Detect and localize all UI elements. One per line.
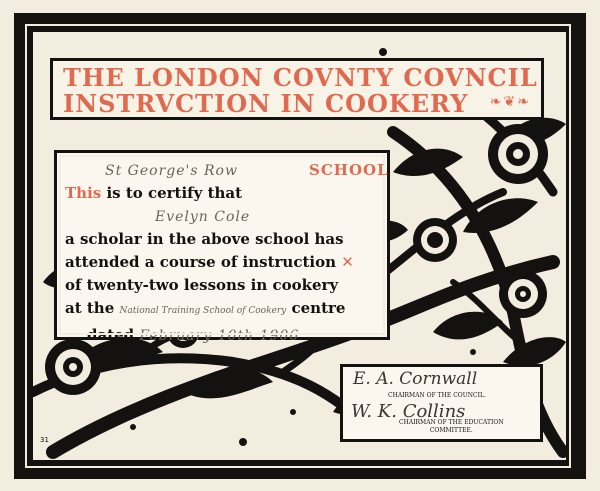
dated-line: [65, 324, 379, 347]
title-banner: [50, 58, 544, 120]
certificate-text-box: [54, 150, 390, 344]
signature-box: [340, 364, 543, 442]
scholar-name-handwritten: Evelyn Cole: [155, 209, 251, 225]
scholar-line: a scholar in the above school has: [65, 230, 344, 248]
school-label: SCHOOL: [309, 161, 389, 179]
scholar-name-line: [65, 205, 379, 228]
at-the-text: at the: [65, 299, 115, 317]
ornament-x: ✕: [341, 253, 354, 271]
title-flourish-ornament: ❧❦❧: [489, 94, 531, 110]
centre-label: centre: [291, 299, 346, 317]
centre-line: [65, 297, 379, 320]
caption2-line2: COMMITTEE.: [429, 427, 473, 434]
title-line-1: THE LONDON COVNTY COVNCIL: [63, 63, 538, 92]
caption2-line1: CHAIRMAN OF THE EDUCATION: [399, 419, 504, 426]
education-chairman-caption: [399, 419, 504, 435]
centre-name-handwritten: National Training School of Cookery: [119, 306, 287, 316]
title-line-2: INSTRVCTION IN COOKERY: [63, 89, 469, 118]
attended-line: [65, 251, 379, 274]
plate-number: 31: [40, 436, 49, 444]
certify-line: [65, 182, 379, 205]
certify-rest-text: is to certify that: [106, 184, 243, 202]
attended-text: attended a course of instruction: [65, 253, 337, 271]
council-chairman-caption: CHAIRMAN OF THE COUNCIL.: [388, 392, 486, 399]
education-chairman-signature: W. K. Collins: [351, 401, 466, 422]
date-handwritten: February 10th 1906: [139, 328, 300, 344]
school-name-handwritten: St George's Row: [105, 163, 238, 179]
lessons-line: of twenty-two lessons in cookery: [65, 276, 339, 294]
council-chairman-signature: E. A. Cornwall: [353, 369, 478, 389]
dated-label: dated: [87, 326, 135, 344]
certify-this-word: This: [65, 184, 102, 202]
